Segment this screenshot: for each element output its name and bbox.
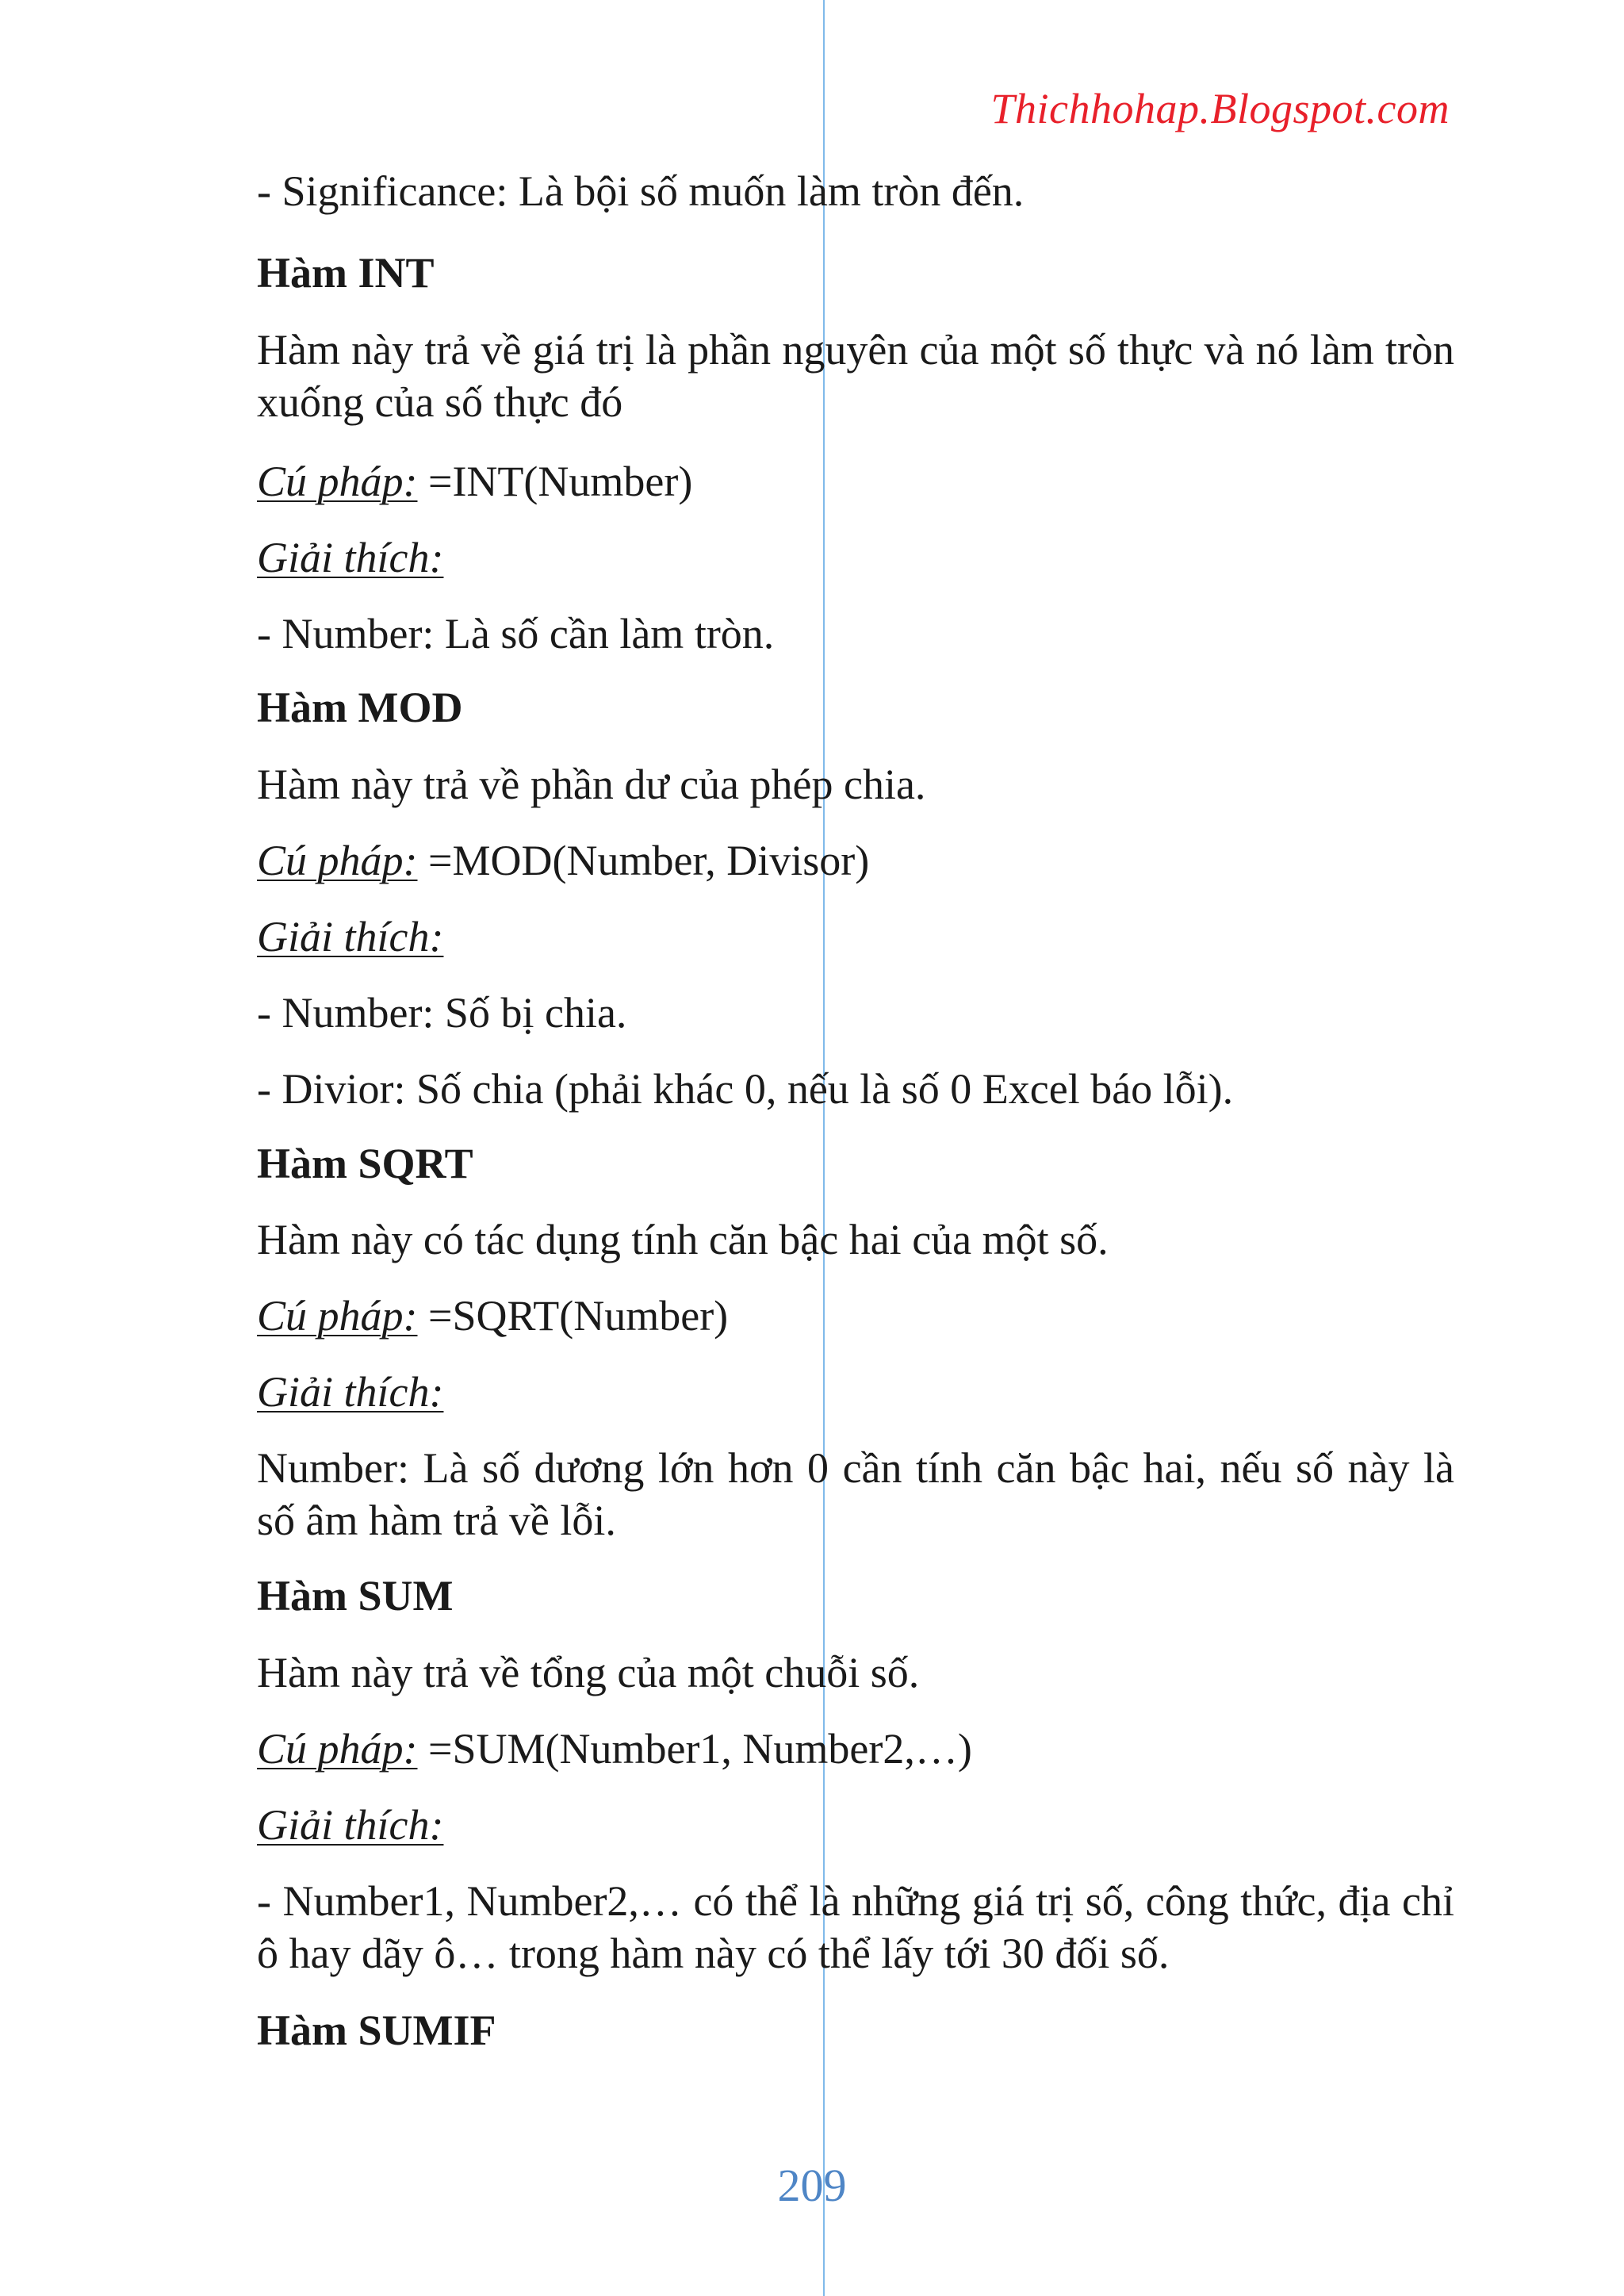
mod-syntax-label: Cú pháp:: [257, 837, 418, 884]
page-number: 209: [777, 2160, 847, 2211]
significance-line: - Significance: Là bội số muốn làm tròn đến.: [257, 167, 1025, 215]
sum-syntax-formula: =SUM(Number1, Number2,…): [417, 1725, 972, 1773]
sum-description: Hàm này trả về tổng của một chuỗi số.: [257, 1649, 920, 1696]
int-syntax-label: Cú pháp:: [257, 458, 418, 505]
int-description: Hàm này trả về giá trị là phần nguyên của một số thực và nó làm tròn xuống của số thực đó: [257, 326, 1454, 426]
sqrt-syntax: [257, 1290, 1454, 1342]
sum-syntax: [257, 1723, 1454, 1775]
int-arg-number: - Number: Là số cần làm tròn.: [257, 610, 775, 657]
heading-int: Hàm INT: [257, 249, 435, 297]
sqrt-syntax-label: Cú pháp:: [257, 1292, 418, 1340]
int-explain-label: Giải thích:: [257, 534, 444, 581]
sum-explain-label: Giải thích:: [257, 1801, 444, 1849]
heading-sum: Hàm SUM: [257, 1572, 454, 1619]
int-syntax-formula: =INT(Number): [417, 458, 693, 505]
mod-syntax: [257, 834, 1454, 887]
header-site-name: Thichhohap.Blogspot.com: [990, 85, 1450, 132]
mod-description: Hàm này trả về phần dư của phép chia.: [257, 761, 926, 808]
heading-mod: Hàm MOD: [257, 684, 463, 731]
int-syntax: [257, 455, 1454, 508]
mod-explain-label: Giải thích:: [257, 913, 444, 960]
sqrt-arg-number: Number: Là số dương lớn hơn 0 cần tính căn bậc hai, nếu số này là số âm hàm trả về lỗi.: [257, 1444, 1454, 1544]
mod-arg-divisor: - Divior: Số chia (phải khác 0, nếu là số 0 Excel báo lỗi).: [257, 1065, 1234, 1113]
sqrt-syntax-formula: =SQRT(Number): [417, 1292, 729, 1340]
heading-sumif: Hàm SUMIF: [257, 2007, 496, 2054]
heading-sqrt: Hàm SQRT: [257, 1140, 473, 1187]
sum-arg-numbers: - Number1, Number2,… có thể là những giá trị số, công thức, địa chỉ ô hay dãy ô… trong hàm này có thể lấy tới 30 đối số.: [257, 1877, 1454, 1977]
sqrt-explain-label: Giải thích:: [257, 1368, 444, 1416]
mod-syntax-formula: =MOD(Number, Divisor): [417, 837, 870, 884]
sqrt-description: Hàm này có tác dụng tính căn bậc hai của một số.: [257, 1216, 1109, 1263]
sum-syntax-label: Cú pháp:: [257, 1725, 418, 1773]
mod-arg-number: - Number: Số bị chia.: [257, 989, 627, 1037]
